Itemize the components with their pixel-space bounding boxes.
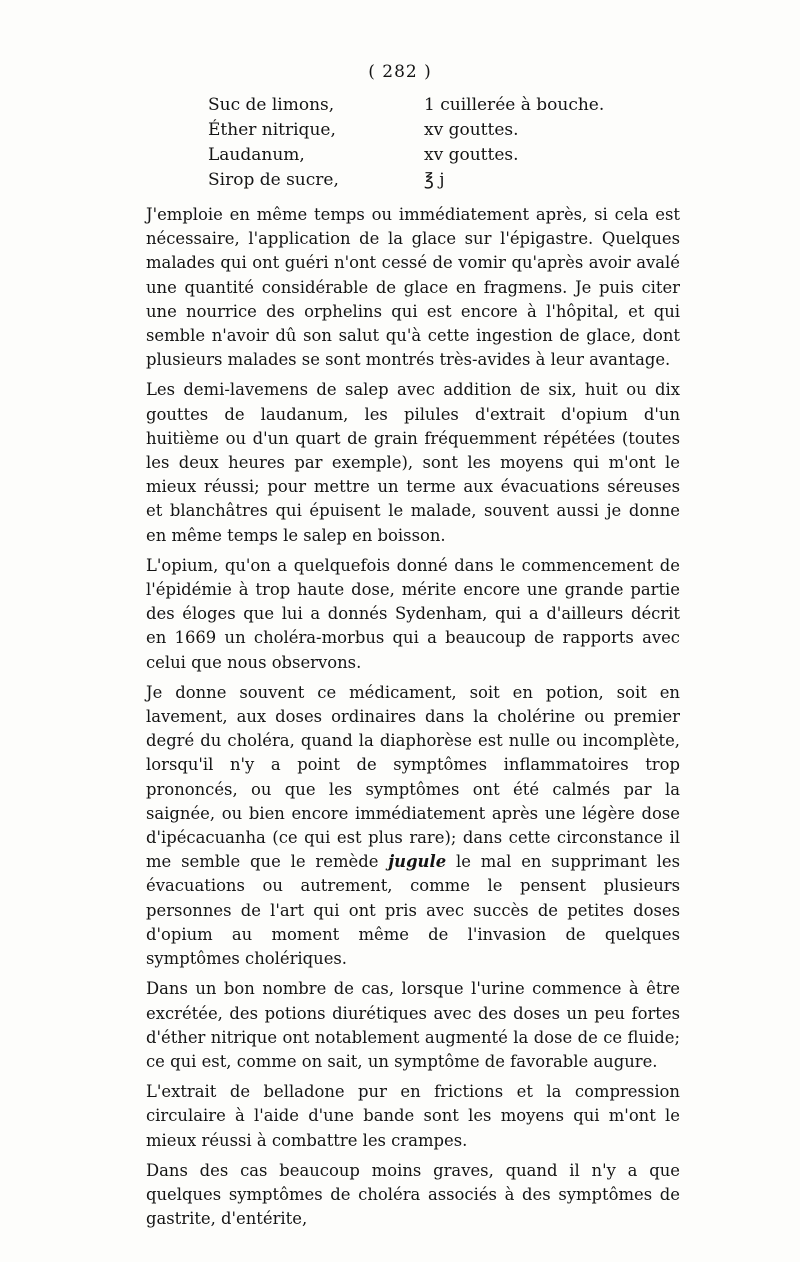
recipe-row (208, 143, 628, 168)
recipe-row (208, 168, 628, 193)
paragraph-lavemens: Les demi-lavemens de salep avec addition de six, huit ou dix gouttes de laudanum, les pilules d'extrait d'opium d'un huitième ou d'un quart de grain fréquemment répétées (toutes les deux heures par exemple), sont les moyens qui m'ont le mieux réussi; pour mettre un terme aux évacuations séreuses et blanchâtres qui épuisent le malade, souvent aussi je donne en même temps le salep en boisson. (146, 380, 680, 545)
paragraph-medicament (146, 681, 680, 971)
recipe-row (208, 118, 628, 143)
recipe-ingredient: Sirop de sucre, (208, 170, 339, 190)
paragraph-belladone: L'extrait de belladone pur en frictions et la compression circulaire à l'aide d'une bande sont les moyens qui m'ont le mieux réussi à combattre les crampes. (146, 1082, 680, 1150)
body-text (146, 203, 680, 1237)
recipe-dose: xv gouttes. (424, 145, 519, 165)
recipe-ingredient: Suc de limons, (208, 95, 335, 115)
recipe-list (208, 93, 628, 193)
recipe-dose: 1 cuillerée à bouche. (424, 95, 605, 115)
paragraph-medicament-end: le mal en supprimant les évacuations ou autrement, comme le pensent plusieurs personnes de l'art qui ont pris avec succès de petites doses d'opium au moment même de l'invasion de quelques symptômes cholériques. (146, 852, 680, 969)
recipe-ingredient: Éther nitrique, (208, 120, 336, 140)
recipe-ingredient: Laudanum, (208, 145, 305, 165)
paragraph-gastrite: Dans des cas beaucoup moins graves, quand il n'y a que quelques symptômes de choléra associés à des symptômes de gastrite, d'entérite, (146, 1160, 680, 1229)
emphasis-jugule: jugule (388, 852, 447, 872)
paragraph-urine: Dans un bon nombre de cas, lorsque l'urine commence à être excrétée, des potions diurétiques avec des doses un peu fortes d'éther nitrique ont notablement augmenté la dose de ce fluide; ce qui est, comme on sait, un symptôme de favorable augure. (146, 979, 680, 1071)
recipe-row (208, 93, 628, 118)
paragraph-opium: L'opium, qu'on a quelquefois donné dans le commencement de l'épidémie à trop haute dose, mérite encore une grande partie des éloges que lui a donnés Sydenham, qui a d'ailleurs décrit en 1669 un choléra-morbus qui a beaucoup de rapports avec celui que nous observons. (146, 555, 680, 672)
paragraph-glace: J'emploie en même temps ou immédiatement après, si cela est nécessaire, l'application de la glace sur l'épigastre. Quelques malades qui ont guéri n'ont cessé de vomir qu'après avoir avalé une quantité considérable de glace en fragmens. Je puis citer une nourrice des orphelins qui est encore à l'hôpital, et qui semble n'avoir dû son salut qu'à cette ingestion de glace, dont plusieurs malades se sont montrés très-avides à leur avantage. (146, 205, 680, 370)
paragraph-medicament-start: Je donne souvent ce médicament, soit en potion, soit en lavement, aux doses ordinaires dans la cholérine ou premier degré du choléra, quand la diaphorèse est nulle ou incomplète, lorsqu'il n'y a point de symptômes inflammatoires trop prononcés, ou que les symptômes ont été calmés par la saignée, ou bien encore immédiatement après une légère dose d'ipécacuanha (ce qui est plus rare); dans cette circonstance il me semble que le remède (146, 682, 680, 872)
page-number: ( 282 ) (368, 62, 432, 82)
recipe-dose: ℥ j (424, 170, 445, 190)
recipe-dose: xv gouttes. (424, 120, 519, 140)
